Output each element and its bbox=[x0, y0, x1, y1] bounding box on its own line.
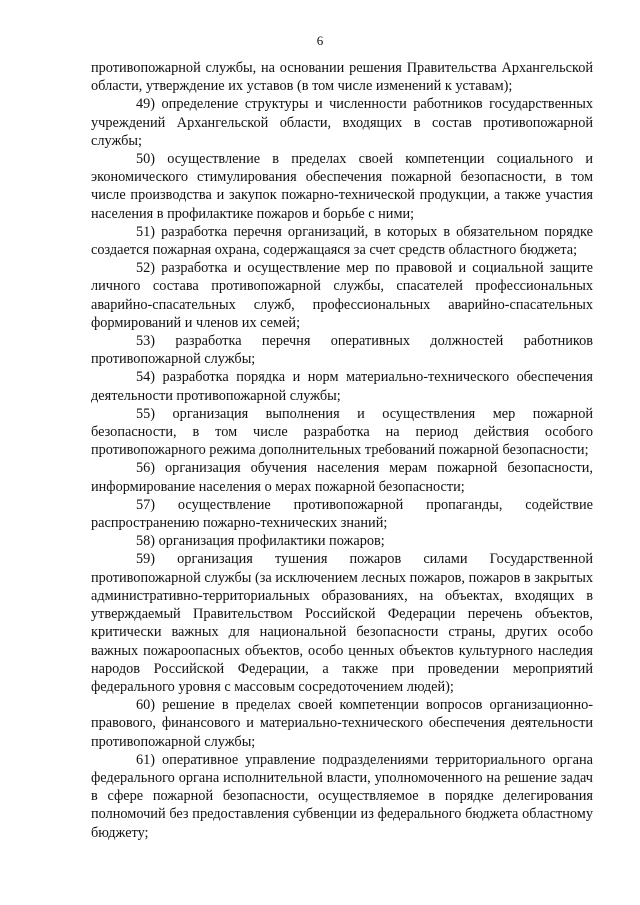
list-item-58: 58) организация профилактики пожаров; bbox=[136, 533, 385, 550]
document-body bbox=[91, 59, 593, 842]
list-item-53: 53) разработка перечня оперативных должностей работников противопожарной службы; bbox=[91, 333, 593, 368]
list-item-50: 50) осуществление в пределах своей компетенции социального и экономического стимулирования обеспечения пожарной безопасности, в том числе производства и закупок пожарно-технической продукции, а также участия населения в профилактике пожаров и борьбе с ними; bbox=[91, 151, 593, 222]
list-item-57: 57) осуществление противопожарной пропаганды, содействие распространению пожарно-технических знаний; bbox=[91, 496, 593, 532]
list-item-51: 51) разработка перечня организаций, в которых в обязательном порядке создается пожарная охрана, содержащаяся за счет средств областного бюджета; bbox=[91, 223, 593, 259]
list-item-49: 49) определение структуры и численности работников государственных учреждений Архангельской области, входящих в состав противопожарной службы; bbox=[91, 96, 593, 149]
list-item-52: 52) разработка и осуществление мер по правовой и социальной защите личного состава противопожарной службы, спасателей профессиональных аварийно-спасательных служб, профессиональных аварийно-спасательных формирований и членов их семей; bbox=[91, 260, 593, 331]
paragraph-continuation: противопожарной службы, на основании решения Правительства Архангельской области, утверждение их уставов (в том числе изменений к уставам); bbox=[91, 60, 593, 95]
list-item-60: 60) решение в пределах своей компетенции вопросов организационно-правового, финансового и материально-технического обеспечения деятельности противопожарной службы; bbox=[91, 697, 593, 750]
page-number: 6 bbox=[316, 33, 324, 48]
list-item-59: 59) организация тушения пожаров силами Государственной противопожарной службы (за исключением лесных пожаров, пожаров в закрытых административно-территориальных образованиях, на объектах, входящих в утверждаемый Правительством Российской Федерации перечень объектов, критически важных для национальной безопасности страны, других особо важных пожароопасных объектов, особо ценных объектов культурного наследия народов Российской Федерации, а также при проведении мероприятий федерального уровня с массовым сосредоточением людей); bbox=[91, 551, 593, 695]
list-item-56: 56) организация обучения населения мерам пожарной безопасности, информирование населения о мерах пожарной безопасности; bbox=[91, 460, 593, 495]
list-item-54: 54) разработка порядка и норм материально-технического обеспечения деятельности противопожарной службы; bbox=[91, 369, 593, 404]
list-item-61: 61) оперативное управление подразделениями территориального органа федерального органа исполнительной власти, уполномоченного на решение задач в сфере пожарной безопасности, осуществляемое в порядке делегирования полномочий без предоставления субвенции из федерального бюджета областному бюджету; bbox=[91, 751, 593, 841]
list-item-55: 55) организация выполнения и осуществления мер пожарной безопасности, в том числе разработка на период действия особого противопожарного режима дополнительных требований пожарной безопасности; bbox=[91, 405, 593, 459]
